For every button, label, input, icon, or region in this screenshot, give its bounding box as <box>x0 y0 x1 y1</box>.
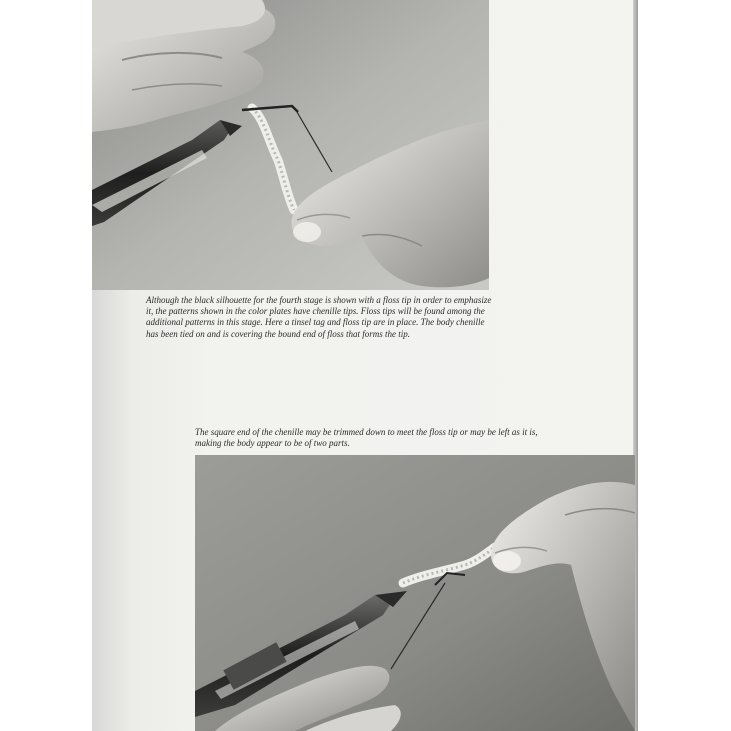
caption-top: Although the black silhouette for the fourth stage is shown with a floss tip in order to emphasize it, the patterns shown in the color plates have chenille tips. Floss tips will be found among the additional patterns in this stage. Here a tinsel tag and floss tip are in place. The body chenille has been tied on and is covering the bound end of floss that forms the tip. <box>146 295 492 339</box>
caption-bottom: The square end of the chenille may be trimmed down to meet the floss tip or may be left as it is, making the body appear to be of two parts. <box>195 427 538 449</box>
photo-fly-tying-tip <box>92 0 489 290</box>
photo-chenille-trim <box>195 455 635 731</box>
